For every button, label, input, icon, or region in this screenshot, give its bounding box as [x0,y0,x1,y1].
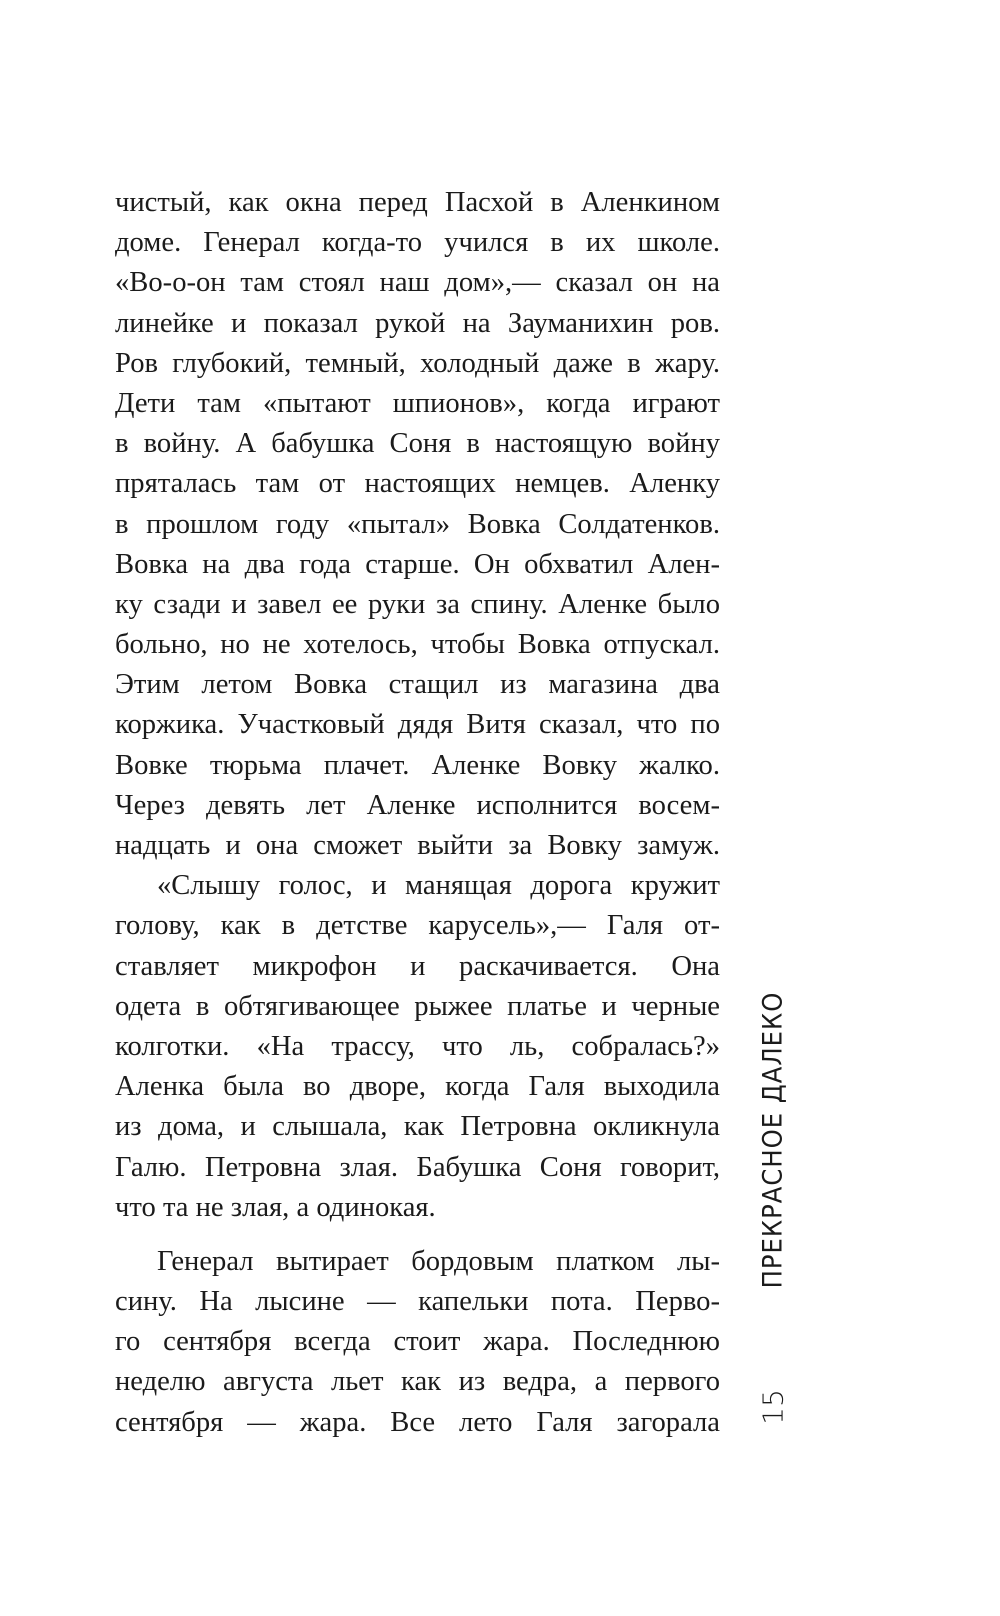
text-line: Ров глубокий, темный, холодный даже в жару. [115,347,720,379]
running-head: ПРЕКРАСНОЕ ДАЛЕКО [757,991,789,1289]
text-line: голову, как в детстве карусель»,— Галя от- [115,910,720,942]
text-line: Через девять лет Аленке исполнится восем- [115,789,720,821]
text-line: Этим летом Вовка стащил из магазина два [115,669,720,701]
text-line: сину. На лысине — капельки пота. Перво- [115,1286,720,1318]
page-body [115,183,720,1443]
text-line: ставляет микрофон и раскачивается. Она [115,950,720,982]
text-line: «Во-о-он там стоял наш дом»,— сказал он на [115,267,720,299]
text-line: ку сзади и завел ее руки за спину. Аленке было [115,588,720,620]
paragraph-gap [115,1228,720,1242]
text-line: неделю августа льет как из ведра, а первого [115,1366,720,1398]
text-line: доме. Генерал когда-то учился в их школе. [115,227,720,259]
text-line: линейке и показал рукой на Зауманихин ров. [115,307,720,339]
text-line: коржика. Участковый дядя Витя сказал, что по [115,709,720,741]
text-line: чистый, как окна перед Пасхой в Аленкином [115,187,720,218]
text-line: «Слышу голос, и манящая дорога кружит [157,870,720,902]
page-number: 15 [756,1389,790,1425]
text-line: пряталась там от настоящих немцев. Аленку [115,468,720,500]
text-line: го сентября всегда стоит жара. Последнюю [115,1326,720,1358]
text-line: в прошлом году «пытал» Вовка Солдатенков. [115,508,720,540]
paragraph-1 [115,183,720,866]
text-line: сентября — жара. Все лето Галя загорала [115,1406,720,1438]
text-line: Дети там «пытают шпионов», когда играют [115,387,720,419]
text-line: Генерал вытирает бордовым платком лы- [157,1245,720,1277]
text-line: Аленка была во дворе, когда Галя выходила [115,1071,720,1103]
text-line: из дома, и слышала, как Петровна окликнула [115,1111,720,1143]
paragraph-2 [115,866,720,1228]
text-line: надцать и она сможет выйти за Вовку замуж. [115,830,720,861]
text-line: Вовке тюрьма плачет. Аленке Вовку жалко. [115,749,720,781]
text-line: колготки. «На трассу, что ль, собралась?» [115,1030,720,1062]
text-line: больно, но не хотелось, чтобы Вовка отпускал. [115,629,720,661]
text-line: Вовка на два года старше. Он обхватил Ален- [115,548,720,580]
paragraph-3 [115,1242,720,1443]
text-line: Галю. Петровна злая. Бабушка Соня говорит, [115,1151,720,1183]
text-line: одета в обтягивающее рыжее платье и черные [115,990,720,1022]
text-line: что та не злая, а одинокая. [115,1191,436,1223]
text-line: в войну. А бабушка Соня в настоящую войну [115,428,720,460]
